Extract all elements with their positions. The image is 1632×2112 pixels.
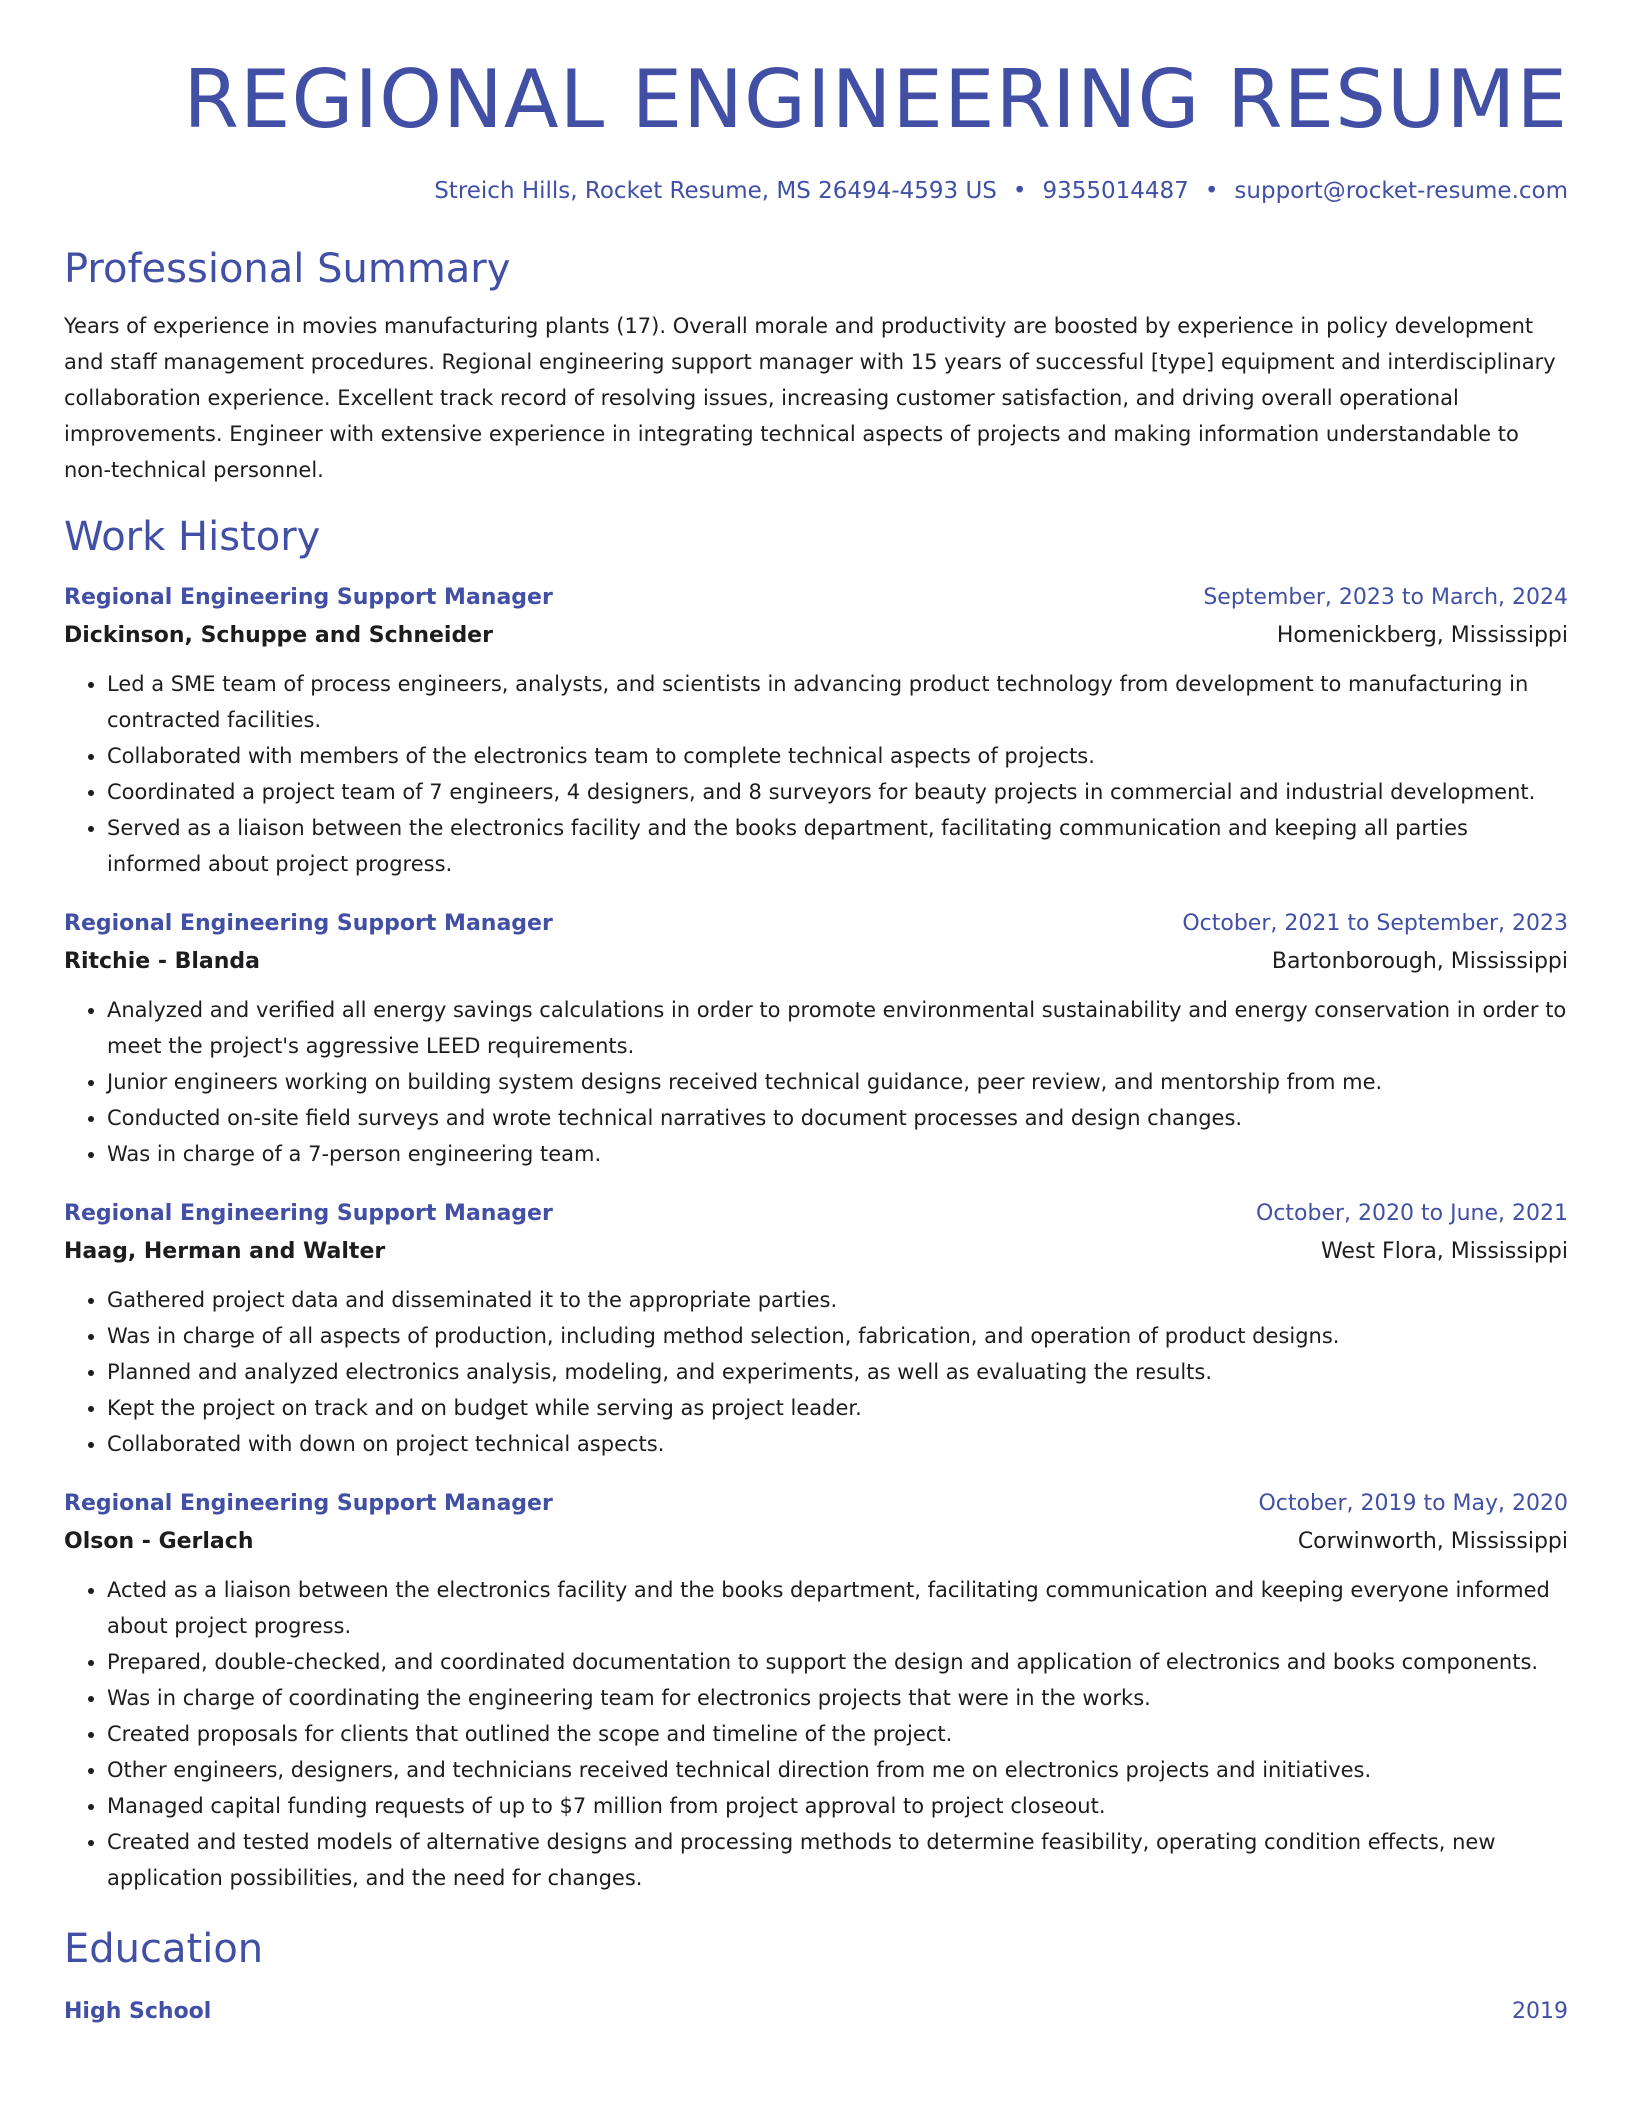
job-bullet: • Collaborated with down on project technical aspects. bbox=[107, 1426, 1568, 1462]
job-bullet: • Analyzed and verified all energy savings calculations in order to promote environmental sustainability and energy conservation in order to meet the project's aggressive LEED requirements. bbox=[107, 992, 1568, 1064]
job-bullet: • Planned and analyzed electronics analysis, modeling, and experiments, as well as evaluating the results. bbox=[107, 1354, 1568, 1390]
job-bullets bbox=[64, 1572, 1568, 1896]
contact-phone: 9355014487 bbox=[1042, 178, 1189, 204]
resume-title: REGIONAL ENGINEERING RESUME bbox=[183, 53, 1568, 146]
job-bullet: • Kept the project on track and on budget while serving as project leader. bbox=[107, 1390, 1568, 1426]
job-company-row bbox=[64, 620, 1568, 652]
job-bullet: • Prepared, double-checked, and coordinated documentation to support the design and application of electronics and books components. bbox=[107, 1644, 1568, 1680]
job-company: Olson - Gerlach bbox=[64, 1529, 254, 1554]
job-dates: September, 2023 to March, 2024 bbox=[1203, 585, 1568, 610]
job-bullet: • Junior engineers working on building system designs received technical guidance, peer review, and mentorship from me. bbox=[107, 1064, 1568, 1100]
summary-heading: Professional Summary bbox=[64, 246, 511, 292]
work-history-list bbox=[64, 582, 1568, 1896]
contact-separator: • bbox=[1012, 178, 1027, 204]
job-company-row bbox=[64, 1236, 1568, 1268]
job-bullet: • Was in charge of all aspects of production, including method selection, fabrication, and operation of product designs. bbox=[107, 1318, 1568, 1354]
job-title-row bbox=[64, 908, 1568, 940]
education-list bbox=[64, 1996, 1568, 2028]
job-location: Bartonborough, Mississippi bbox=[1271, 949, 1568, 974]
education-year: 2019 bbox=[1512, 1999, 1568, 2024]
job-entry bbox=[64, 1198, 1568, 1462]
job-bullets bbox=[64, 666, 1568, 882]
education-entry bbox=[64, 1996, 1568, 2028]
education-degree: High School bbox=[64, 1999, 212, 2024]
job-company: Haag, Herman and Walter bbox=[64, 1239, 386, 1264]
job-title: Regional Engineering Support Manager bbox=[64, 911, 553, 936]
job-bullet: • Created proposals for clients that outlined the scope and timeline of the project. bbox=[107, 1716, 1568, 1752]
job-title: Regional Engineering Support Manager bbox=[64, 585, 553, 610]
job-title-row bbox=[64, 1488, 1568, 1520]
job-title-row bbox=[64, 1198, 1568, 1230]
work-history-heading: Work History bbox=[64, 514, 321, 560]
job-company: Dickinson, Schuppe and Schneider bbox=[64, 623, 493, 648]
job-bullet: • Collaborated with members of the electronics team to complete technical aspects of projects. bbox=[107, 738, 1568, 774]
contact-line bbox=[64, 176, 1568, 206]
job-company: Ritchie - Blanda bbox=[64, 949, 261, 974]
job-bullet: • Managed capital funding requests of up to $7 million from project approval to project closeout. bbox=[107, 1788, 1568, 1824]
job-bullet: • Acted as a liaison between the electronics facility and the books department, facilitating communication and keeping everyone informed about project progress. bbox=[107, 1572, 1568, 1644]
contact-separator: • bbox=[1204, 178, 1219, 204]
job-company-row bbox=[64, 946, 1568, 978]
job-bullet: • Conducted on-site field surveys and wrote technical narratives to document processes and design changes. bbox=[107, 1100, 1568, 1136]
job-bullet: • Was in charge of coordinating the engineering team for electronics projects that were in the works. bbox=[107, 1680, 1568, 1716]
job-dates: October, 2021 to September, 2023 bbox=[1182, 911, 1568, 936]
resume-header bbox=[64, 52, 1568, 206]
job-entry bbox=[64, 908, 1568, 1172]
job-location: Homenickberg, Mississippi bbox=[1276, 623, 1568, 648]
job-bullet: • Was in charge of a 7-person engineering team. bbox=[107, 1136, 1568, 1172]
job-bullets bbox=[64, 992, 1568, 1172]
job-entry bbox=[64, 1488, 1568, 1896]
job-title: Regional Engineering Support Manager bbox=[64, 1491, 553, 1516]
job-title: Regional Engineering Support Manager bbox=[64, 1201, 553, 1226]
job-dates: October, 2019 to May, 2020 bbox=[1258, 1491, 1568, 1516]
summary-text: Years of experience in movies manufacturing plants (17). Overall morale and productivity are boosted by experience in policy development and staff management procedures. Regional engineering support manager with 15 years of successful [type] equipment and interdisciplinary collaboration experience. Excellent track record of resolving issues, increasing customer satisfaction, and driving overall operational improvements. Engineer with extensive experience in integrating technical aspects of projects and making information understandable to non-technical personnel. bbox=[64, 314, 1556, 482]
job-bullets bbox=[64, 1282, 1568, 1462]
job-location: West Flora, Mississippi bbox=[1320, 1239, 1568, 1264]
job-bullet: • Coordinated a project team of 7 engineers, 4 designers, and 8 surveyors for beauty projects in commercial and industrial development. bbox=[107, 774, 1568, 810]
job-dates: October, 2020 to June, 2021 bbox=[1256, 1201, 1568, 1226]
job-location: Corwinworth, Mississippi bbox=[1297, 1529, 1568, 1554]
contact-email[interactable]: support@rocket-resume.com bbox=[1234, 178, 1568, 204]
job-bullet: • Served as a liaison between the electronics facility and the books department, facilitating communication and keeping all parties informed about project progress. bbox=[107, 810, 1568, 882]
job-bullet: • Created and tested models of alternative designs and processing methods to determine feasibility, operating condition effects, new application possibilities, and the need for changes. bbox=[107, 1824, 1568, 1896]
job-company-row bbox=[64, 1526, 1568, 1558]
job-bullet: • Other engineers, designers, and technicians received technical direction from me on electronics projects and initiatives. bbox=[107, 1752, 1568, 1788]
contact-address: Streich Hills, Rocket Resume, MS 26494-4593 US bbox=[434, 178, 997, 204]
job-title-row bbox=[64, 582, 1568, 614]
job-bullet: • Gathered project data and disseminated it to the appropriate parties. bbox=[107, 1282, 1568, 1318]
job-entry bbox=[64, 582, 1568, 882]
job-bullet: • Led a SME team of process engineers, analysts, and scientists in advancing product technology from development to manufacturing in contracted facilities. bbox=[107, 666, 1568, 738]
education-heading: Education bbox=[64, 1926, 264, 1972]
